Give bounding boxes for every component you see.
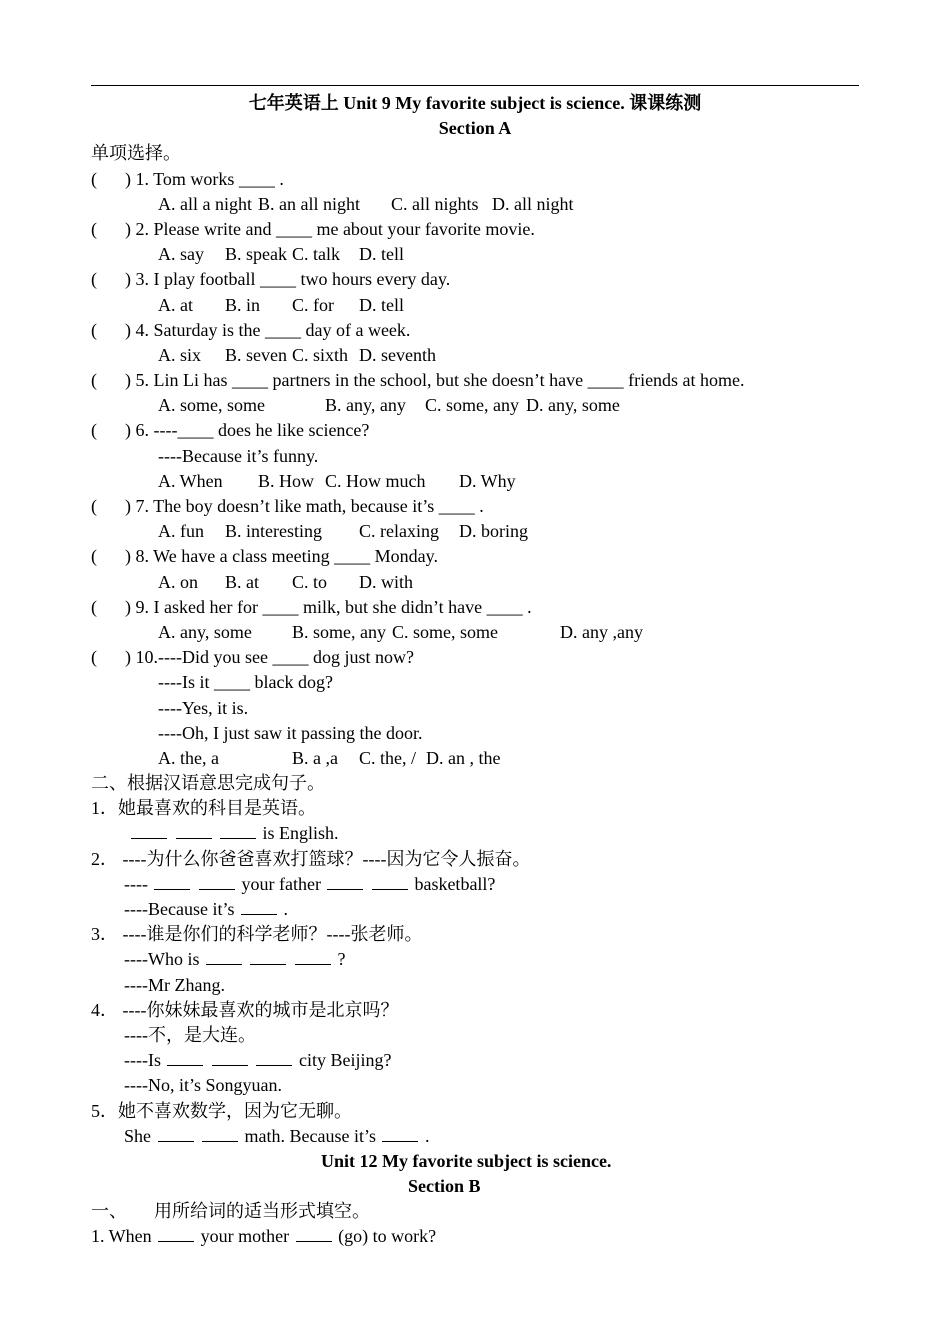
option-d: D. boring xyxy=(459,521,528,542)
answer-blank[interactable] xyxy=(212,1049,248,1066)
answer-blank[interactable] xyxy=(327,873,363,890)
sentence-1-chinese: 1．她最喜欢的科目是英语。 xyxy=(91,798,316,819)
question-stem: ) 4. Saturday is the ____ day of a week. xyxy=(125,319,411,340)
answer-paren: ( xyxy=(91,420,97,441)
sentence-text: your mother xyxy=(200,1226,290,1247)
option-d: D. any ,any xyxy=(560,621,643,642)
option-c: C. talk xyxy=(292,244,340,265)
answer-blank[interactable] xyxy=(131,822,167,839)
option-c: C. How much xyxy=(325,470,426,491)
question-stem: ) 5. Lin Li has ____ partners in the school, but she doesn’t have ____ friends at home. xyxy=(125,370,745,391)
option-d: D. all night xyxy=(492,193,574,214)
worksheet xyxy=(91,91,859,1250)
option-b: B. in xyxy=(225,294,261,315)
question-1 xyxy=(91,167,859,192)
option-b: B. speak xyxy=(225,244,287,265)
part2-heading: 二、根据汉语意思完成句子。 xyxy=(91,773,325,794)
options-8 xyxy=(91,570,859,595)
question-stem: ) 9. I asked her for ____ milk, but she didn’t have ____ . xyxy=(125,596,532,617)
sentence-text: is English. xyxy=(262,823,339,844)
option-a: A. fun xyxy=(158,521,204,542)
answer-blank[interactable] xyxy=(241,898,277,915)
option-c: C. some, some xyxy=(392,621,498,642)
sentence-4-chinese: 4． ----你妹妹最喜欢的城市是北京吗？ xyxy=(91,999,399,1020)
sentence-text: math. Because it’s xyxy=(244,1125,376,1146)
fill-in-1 xyxy=(91,1224,859,1249)
option-a: A. on xyxy=(158,571,198,592)
question-5 xyxy=(91,368,859,393)
option-c: C. to xyxy=(292,571,328,592)
option-c: C. all nights xyxy=(391,193,479,214)
question-6 xyxy=(91,418,859,443)
option-d: D. with xyxy=(359,571,413,592)
options-2 xyxy=(91,242,859,267)
sentence-text: your father xyxy=(241,873,321,894)
sentence-5-chinese: 5．她不喜欢数学，因为它无聊。 xyxy=(91,1100,352,1121)
sentence-text: . xyxy=(283,899,288,919)
question-3 xyxy=(91,267,859,292)
option-a: A. some, some xyxy=(158,395,265,416)
sentence-text: city Beijing? xyxy=(298,1050,392,1071)
question-8 xyxy=(91,544,859,569)
sentence-text: ? xyxy=(337,949,346,970)
option-a: A. six xyxy=(158,344,202,365)
question-10 xyxy=(91,645,859,670)
option-d: D. seventh xyxy=(359,344,436,365)
sentence-text: ----Is xyxy=(124,1050,161,1071)
sentence-2-english xyxy=(91,872,859,897)
question-4 xyxy=(91,318,859,343)
option-d: D. tell xyxy=(359,294,404,315)
question-stem: ) 6. ----____ does he like science? xyxy=(125,420,370,441)
answer-blank[interactable] xyxy=(154,873,190,890)
option-c: C. for xyxy=(292,294,334,315)
sentence-text: (go) to work? xyxy=(338,1226,437,1247)
answer-blank[interactable] xyxy=(256,1049,292,1066)
answer-blank[interactable] xyxy=(382,1125,418,1142)
answer-paren: ( xyxy=(91,269,97,290)
answer-blank[interactable] xyxy=(295,948,331,965)
section-b-heading: Section B xyxy=(408,1176,481,1197)
answer-paren: ( xyxy=(91,218,97,239)
option-a: A. all a night xyxy=(158,193,252,214)
option-b: B. at xyxy=(225,571,259,592)
dialogue-line: ----Oh, I just saw it passing the door. xyxy=(158,722,423,743)
option-b: B. How xyxy=(258,470,315,491)
option-d: D. an , the xyxy=(426,747,501,768)
dialogue-line: ----Because it’s funny. xyxy=(158,445,319,466)
option-c: C. sixth xyxy=(292,344,349,365)
sentence-text: ----Because it’s xyxy=(124,899,235,919)
option-a: A. at xyxy=(158,294,193,315)
sentence-3-reply: ----Mr Zhang. xyxy=(124,974,225,995)
section-a-heading: Section A xyxy=(438,118,512,139)
sentence-2-reply xyxy=(91,897,859,922)
option-c: C. relaxing xyxy=(359,521,439,542)
answer-paren: ( xyxy=(91,370,97,391)
part1-heading: 单项选择。 xyxy=(91,143,181,164)
option-d: D. any, some xyxy=(526,395,620,416)
options-10 xyxy=(91,746,859,771)
question-9 xyxy=(91,595,859,620)
option-c: C. the, / xyxy=(359,747,416,768)
sentence-4-chinese-reply: ----不，是大连。 xyxy=(124,1024,256,1045)
question-stem: ) 1. Tom works ____ . xyxy=(125,168,284,189)
option-d: D. tell xyxy=(359,244,404,265)
answer-paren: ( xyxy=(91,546,97,567)
option-b: B. interesting xyxy=(225,521,322,542)
answer-paren: ( xyxy=(91,319,97,340)
sentence-text: basketball? xyxy=(414,873,496,894)
answer-blank[interactable] xyxy=(372,873,408,890)
sentence-2-chinese: 2． ----为什么你爸爸喜欢打篮球？----因为它令人振奋。 xyxy=(91,848,531,869)
answer-blank[interactable] xyxy=(176,822,212,839)
question-stem: ) 2. Please write and ____ me about your favorite movie. xyxy=(125,218,535,239)
sentence-1-english xyxy=(91,821,859,846)
question-stem: ) 7. The boy doesn’t like math, because it’s ____ . xyxy=(125,496,484,516)
sentence-text: ---- xyxy=(124,873,148,894)
options-5 xyxy=(91,393,859,418)
option-b: B. seven xyxy=(225,344,287,365)
question-2 xyxy=(91,217,859,242)
dialogue-line: ----Is it ____ black dog? xyxy=(158,672,333,693)
option-b: B. a ,a xyxy=(292,747,338,768)
options-4 xyxy=(91,343,859,368)
sentence-text: She xyxy=(124,1125,151,1146)
sentence-text: . xyxy=(424,1125,430,1146)
option-c: C. some, any xyxy=(425,395,519,416)
answer-paren: ( xyxy=(91,647,97,668)
options-7 xyxy=(91,519,859,544)
option-d: D. Why xyxy=(459,470,516,491)
answer-blank[interactable] xyxy=(158,1225,194,1242)
document-title: 七年英语上 Unit 9 My favorite subject is science. 课课练测 xyxy=(248,93,702,113)
partB-heading: 一、 用所给词的适当形式填空。 xyxy=(91,1201,370,1222)
sentence-text: ----Who is xyxy=(124,949,200,970)
sentence-text: 1. When xyxy=(91,1226,152,1247)
unit12-title: Unit 12 My favorite subject is science. xyxy=(321,1150,612,1171)
option-a: A. When xyxy=(158,470,223,491)
options-6 xyxy=(91,469,859,494)
answer-blank[interactable] xyxy=(199,873,235,890)
question-7 xyxy=(91,494,859,519)
answer-paren: ( xyxy=(91,168,97,189)
option-a: A. say xyxy=(158,244,204,265)
answer-blank[interactable] xyxy=(220,822,256,839)
option-b: B. an all night xyxy=(258,193,360,214)
answer-blank[interactable] xyxy=(296,1225,332,1242)
question-stem: ) 10.----Did you see ____ dog just now? xyxy=(125,647,414,668)
sentence-4-english xyxy=(91,1048,859,1073)
options-3 xyxy=(91,293,859,318)
answer-blank[interactable] xyxy=(202,1125,238,1142)
header-rule xyxy=(91,85,859,86)
question-stem: ) 8. We have a class meeting ____ Monday. xyxy=(125,546,438,567)
sentence-4-reply: ----No, it’s Songyuan. xyxy=(124,1075,282,1096)
sentence-3-english xyxy=(91,947,859,972)
answer-blank[interactable] xyxy=(167,1049,203,1066)
answer-paren: ( xyxy=(91,596,97,617)
answer-blank[interactable] xyxy=(158,1125,194,1142)
options-9 xyxy=(91,620,859,645)
options-1 xyxy=(91,192,859,217)
option-b: B. any, any xyxy=(325,395,406,416)
answer-paren: ( xyxy=(91,496,97,516)
sentence-5-english xyxy=(91,1124,859,1149)
dialogue-line: ----Yes, it is. xyxy=(158,697,249,718)
sentence-3-chinese: 3． ----谁是你们的科学老师？----张老师。 xyxy=(91,924,423,945)
question-stem: ) 3. I play football ____ two hours every day. xyxy=(125,269,451,290)
option-a: A. any, some xyxy=(158,621,252,642)
answer-blank[interactable] xyxy=(206,948,242,965)
option-b: B. some, any xyxy=(292,621,386,642)
answer-blank[interactable] xyxy=(250,948,286,965)
option-a: A. the, a xyxy=(158,747,219,768)
